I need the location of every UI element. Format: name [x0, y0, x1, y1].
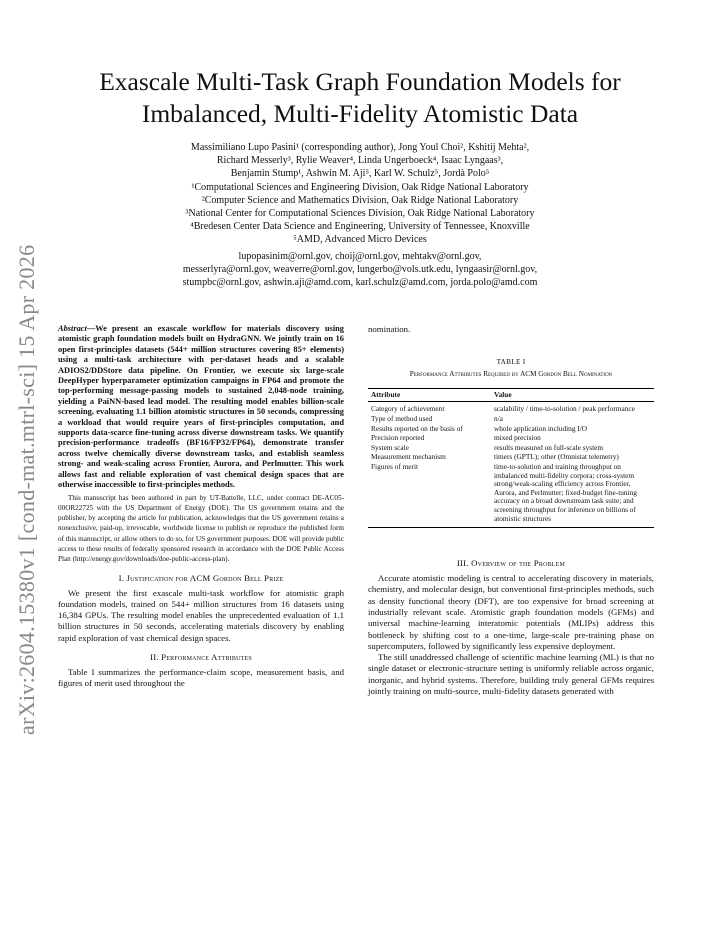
table-cell-attribute: Category of achievement [371, 404, 445, 414]
section-overview-paragraph-2: The still unaddressed challenge of scientific machine learning (ML) is that no single dataset or electronic-structure setting is uniformly reliable across organic, inorganic, and hybrid systems. Therefore, building truly general GFMs requires jointly training on multi-source, multi-fidelity datasets generated with [368, 652, 654, 697]
email-line: stumpbc@ornl.gov, ashwin.aji@amd.com, karl.schulz@amd.com, jorda.polo@amd.com [182, 277, 538, 289]
abstract [58, 324, 344, 491]
table-cell-attribute: Results reported on the basis of [371, 423, 463, 433]
section-heading-justification: I. Justification for ACM Gordon Bell Prize [118, 572, 284, 583]
arxiv-sidebar-stamp: arXiv:2604.15380v1 [cond-mat.mtrl-sci] 15 Apr 2026 [14, 244, 39, 735]
author-block [90, 141, 630, 289]
table-cell-attribute: Figures of merit [371, 461, 419, 471]
email-line: messerlyra@ornl.gov, weaverre@ornl.gov, lungerbo@vols.utk.edu, lyngaasir@ornl.gov, [182, 263, 538, 275]
table-cell-attribute: Precision reported [371, 433, 425, 443]
copyright-note: This manuscript has been authored in part by UT-Battelle, LLC, under contract DE-AC05-00OR22725 with the US Department of Energy (DOE). The US government retains and the publisher, by accepting the article for publication, acknowledges that the US government retains a nonexclusive, paid-up, irrevocable, worldwide license to publish or reproduce the published form of this manuscript, or allow others to do so, for US government purposes. DOE will provide public access to these results of federally sponsored research in accordance with the DOE Public Access Plan (http://energy.gov/downloads/doe-public-access-plan). [58, 493, 344, 564]
paper-title: Exascale Multi-Task Graph Foundation Models for Imbalanced, Multi-Fidelity Atomistic Data [99, 67, 621, 128]
section-justification-text: We present the first exascale multi-task workflow for atomistic graph foundation models, trained on 544+ million structures from 16 datasets using 16,384 GPUs. The resulting model enables the unprecedented evaluation of 1.1 billion structures in 50 seconds, accelerating materials discovery by enabling rapid exploration of vast chemical design spaces. [58, 587, 344, 643]
table-cell-attribute: System scale [371, 442, 409, 452]
affiliation-line: ⁵AMD, Advanced Micro Devices [293, 234, 427, 246]
table-cell-value: mixed precision [494, 433, 541, 443]
table-cell-value: n/a [494, 413, 503, 423]
table-cell-value: timers (GPTL); other (Omnistat telemetry) [494, 452, 619, 462]
table-cell-attribute: Type of method used [371, 413, 433, 423]
affiliation-line: ²Computer Science and Mathematics Division, Oak Ridge National Laboratory [201, 194, 519, 206]
affiliation-line: ⁴Bredesen Center Data Science and Engineering, University of Tennessee, Knoxville [190, 221, 530, 233]
author-line: Benjamin Stump¹, Ashwin M. Aji⁵, Karl W. Schulz⁵, Jordà Polo⁵ [230, 168, 490, 180]
section-heading-performance: II. Performance Attributes [150, 652, 252, 663]
affiliation-line: ¹Computational Sciences and Engineering Division, Oak Ridge National Laboratory [191, 181, 529, 193]
affiliation-line: ³National Center for Computational Sciences Division, Oak Ridge National Laboratory [185, 208, 535, 220]
section-overview-paragraph-1: Accurate atomistic modeling is central to accelerating discovery in materials, chemistry, and molecular design, but conventional first-principles methods, such as density functional theory (DFT), are too expensive for broad screening at industrially relevant scale. Atomistic graph foundation models (GFMs) and universal machine-learning interatomic potentials (MLIPs) address this bottleneck by shifting cost to a one-time, large-scale pre-training phase on supercomputers, followed by significantly less expensive deployment. [368, 573, 654, 651]
right-column [368, 324, 654, 697]
table-caption: Performance Attributes Required by ACM Gordon Bell Nomination [409, 370, 613, 379]
section-performance-continued: nomination. [368, 324, 411, 334]
section-heading-overview: III. Overview of the Problem [456, 558, 566, 569]
table-cell-value: results measured on full-scale system [494, 442, 604, 452]
table-label: TABLE I [496, 358, 526, 367]
table-header-attribute: Attribute [371, 389, 401, 399]
email-line: lupopasinim@ornl.gov, choij@ornl.gov, mehtakv@ornl.gov, [238, 250, 482, 262]
table-row [368, 463, 654, 528]
author-line: Massimiliano Lupo Pasini¹ (corresponding author), Jong Youl Choi², Kshitij Mehta², [190, 142, 530, 153]
table-cell-attribute: Measurement mechanism [371, 452, 446, 462]
performance-attributes-table [368, 388, 654, 528]
table-cell-value: whole application including I/O [494, 423, 588, 433]
table-header-value: Value [494, 389, 512, 399]
table-cell-value: scalability / time-to-solution / peak performance [494, 404, 635, 414]
left-column [58, 324, 344, 690]
abstract-text: —We present an exascale workflow for materials discovery using atomistic graph foundation models built on HydraGNN. We jointly train on 16 open first-principles datasets (544+ million structures covering 85+ elements) using a multi-task architecture with per-dataset heads and a scalable ADIOS2/DDStore data pipeline. On Frontier, we execute six large-scale DeepHyper hyperparameter optimization campaigns in FP64 and promote the top-performing message-passing models to sustained 2,048-node training, yielding a PaiNN-based lead model. The resulting model enables billion-scale screening, evaluating 1.1 billion atomistic structures in 50 seconds, compressing a workload that would require years of first-principles computation, and supports data-scarce fine-tuning across diverse downstream tasks. We quantify precision-performance tradeoffs (BF16/FP32/FP64), demonstrate transfer across twelve chemically diverse downstream tasks, and establish seamless strong- and weak-scaling across Frontier, Aurora, and Perlmutter. This work allows fast and reliable exploration of vast chemical design spaces that are otherwise inaccessible to first-principles methods. [58, 324, 344, 490]
abstract-lead: Abstract [58, 324, 87, 333]
section-performance-text: Table I summarizes the performance-claim scope, measurement basis, and figures of merit used throughout the [58, 667, 344, 689]
author-line: Richard Messerly³, Rylie Weaver⁴, Linda Ungerboeck⁴, Isaac Lyngaas³, [216, 155, 504, 167]
table-cell-value: time-to-solution and training throughput on imbalanced multi-fidelity corpora; cross-system strong/weak-scaling efficiency across Frontier, Aurora, and Perlmutter; fixed-budget fine-tuning accuracy on a broad downstream task suite; and screening throughput for inference on billions of atomistic structures [494, 461, 637, 523]
